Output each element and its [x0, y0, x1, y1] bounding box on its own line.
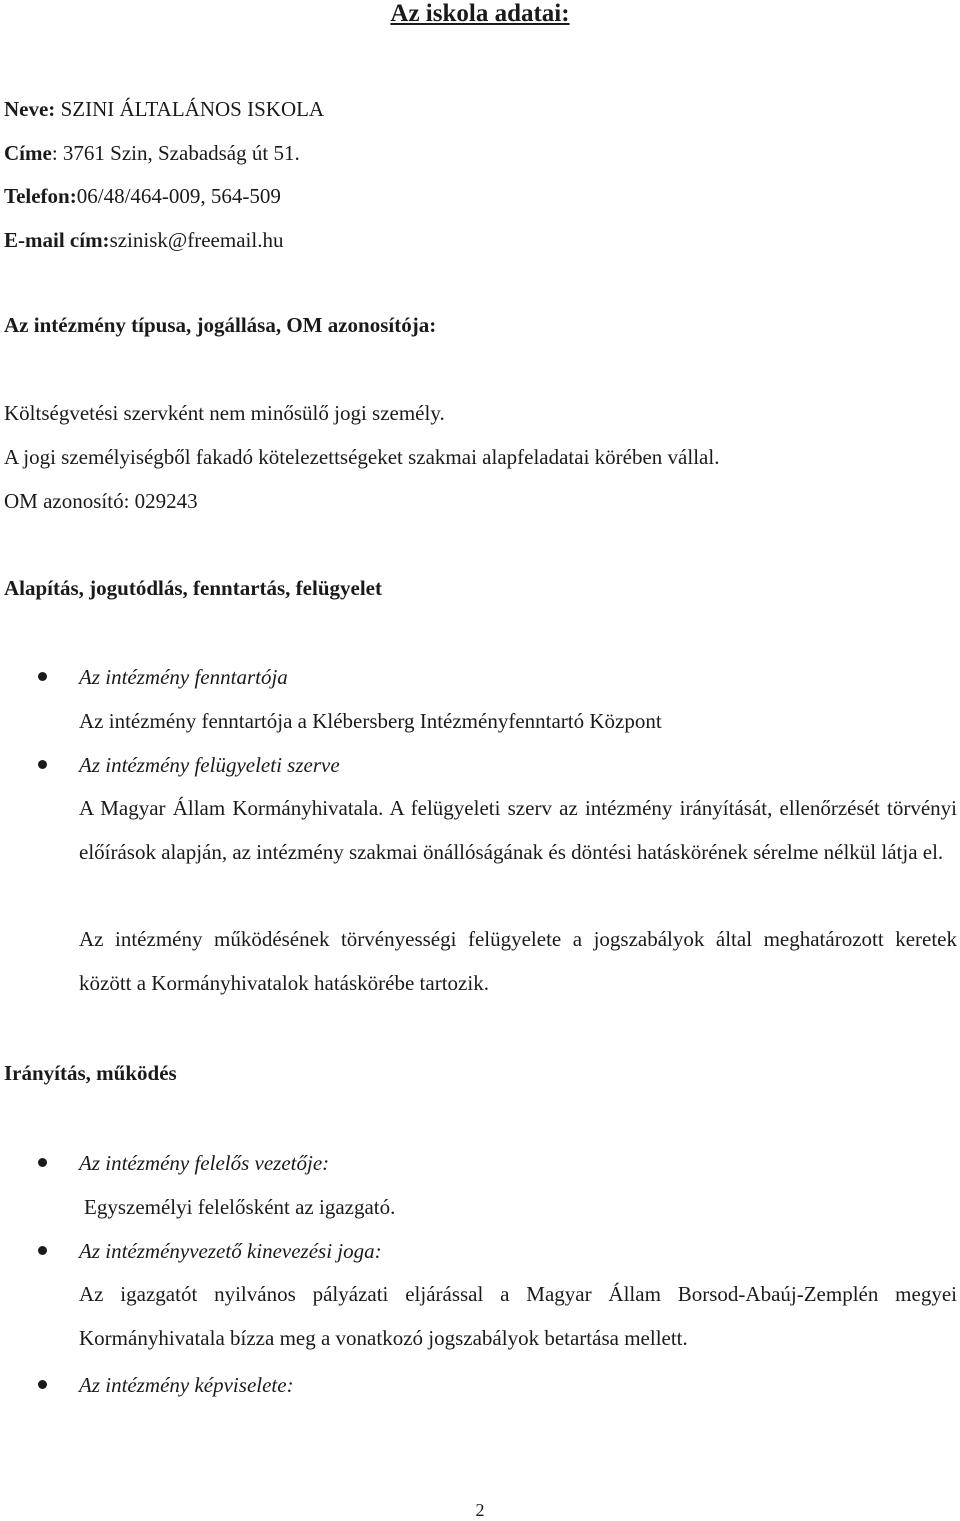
page-number: 2 — [475, 1500, 485, 1520]
om-id-line: OM azonosító: 029243 — [4, 489, 198, 513]
email-row — [4, 219, 324, 263]
address-row — [4, 132, 324, 176]
supervisor-title: Az intézmény felügyeleti szerve — [79, 753, 340, 777]
founding-section-heading: Alapítás, jogutódlás, fenntartás, felügyelet — [4, 576, 382, 600]
type-section-heading: Az intézmény típusa, jogállása, OM azonosítója: — [4, 313, 437, 337]
name-row — [4, 88, 324, 132]
address-value: : 3761 Szin, Szabadság út 51. — [51, 140, 300, 165]
maintainer-text: Az intézmény fenntartója a Klébersberg Intézményfenntartó Központ — [79, 709, 662, 733]
email-value: szinisk@freemail.hu — [109, 227, 284, 252]
phone-label: Telefon: — [4, 184, 77, 208]
bullet-icon — [38, 1158, 47, 1167]
appointment-paragraph: Az igazgatót nyilvános pályázati eljárással a Magyar Állam Borsod-Abaúj-Zemplén megyei Kormányhivatala bízza meg a vonatkozó jogszabályok betartása mellett. — [79, 1282, 957, 1350]
obligations-line: A jogi személyiségből fakadó kötelezettségeket szakmai alapfeladatai körében vállal. — [4, 445, 720, 469]
name-label: Neve: — [4, 97, 56, 121]
name-value: SZINI ÁLTALÁNOS ISKOLA — [55, 97, 325, 121]
bullet-icon — [38, 760, 47, 769]
email-label: E-mail cím: — [4, 227, 110, 252]
appointment-title: Az intézményvezető kinevezési joga: — [79, 1239, 382, 1263]
legal-status-line: Költségvetési szervként nem minősülő jogi személy. — [4, 401, 445, 425]
contact-block — [4, 88, 324, 262]
representation-title: Az intézmény képviselete: — [79, 1373, 294, 1397]
bullet-icon — [38, 1380, 47, 1389]
supervisor-paragraph-1: A Magyar Állam Kormányhivatala. A felügyeleti szerv az intézmény irányítását, ellenőrzését törvényi előírások alapján, az intézmény szakmai önállóságának és döntési hatáskörének sérelme nélkül látja el. — [79, 796, 957, 864]
bullet-icon — [38, 672, 47, 681]
bullet-icon — [38, 1246, 47, 1255]
phone-row — [4, 175, 324, 219]
supervisor-paragraph-2: Az intézmény működésének törvényességi felügyelete a jogszabályok által meghatározott keretek között a Kormányhivatalok hatáskörébe tartozik. — [79, 927, 957, 995]
leader-title: Az intézmény felelős vezetője: — [79, 1151, 330, 1175]
maintainer-title: Az intézmény fenntartója — [79, 665, 288, 689]
address-label: Címe — [4, 140, 52, 165]
phone-value: 06/48/464-009, 564-509 — [76, 184, 281, 208]
page-title: Az iskola adatai: — [390, 0, 570, 27]
leader-text: Egyszemélyi felelősként az igazgató. — [84, 1195, 396, 1219]
management-section-heading: Irányítás, működés — [4, 1061, 177, 1085]
